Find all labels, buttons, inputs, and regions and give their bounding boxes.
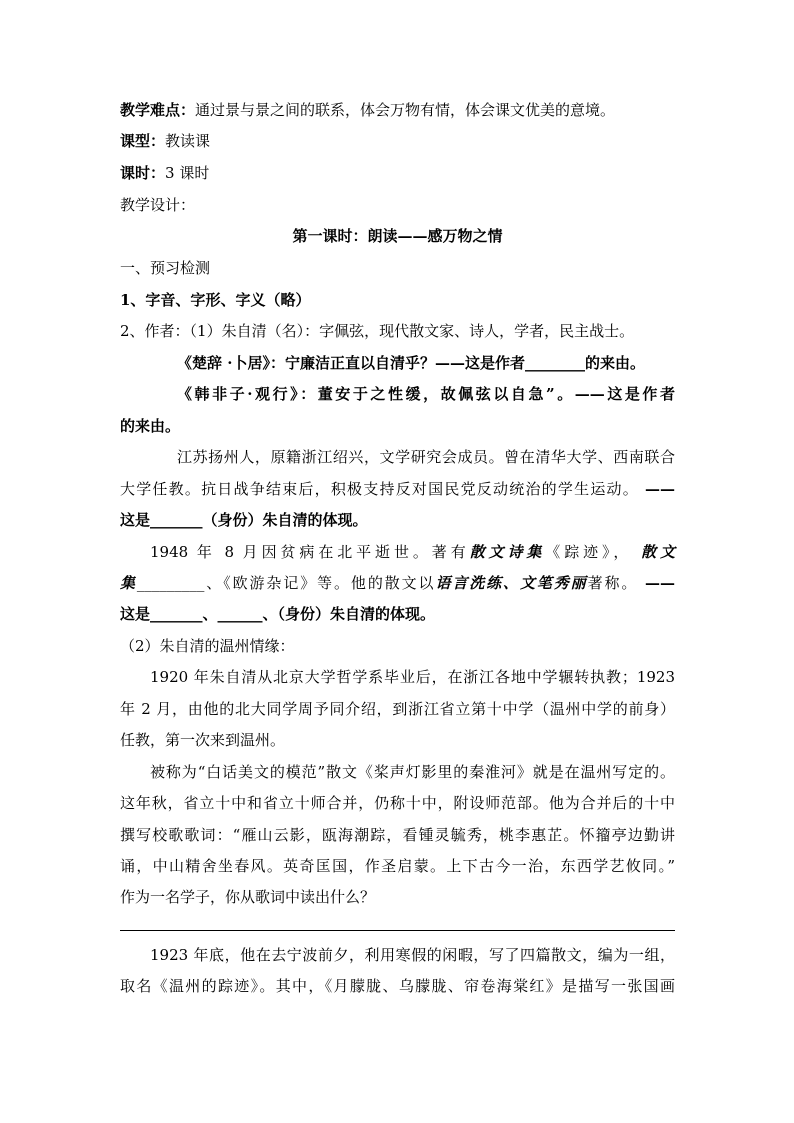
p1948-a: 1948 年 8 月因贫病在北平逝世。著有 xyxy=(150,543,470,561)
p1923-line2: 取名《温州的踪迹》。其中，《月朦胧、乌朦胧、帘卷海棠红》是描写一张国画 xyxy=(120,977,675,995)
pmodel-line5: 作为一名学子，你从歌词中读出什么？ xyxy=(120,888,376,906)
p1948-l2-a: 集 xyxy=(120,574,137,592)
hours-text: 3 课时 xyxy=(165,164,210,182)
item-author: 2、作者：（1）朱自清（名）：字佩弦，现代散文家、诗人，学者，民主战士。 xyxy=(120,322,635,340)
lesson-hours xyxy=(120,163,675,183)
p1948-b: 散文诗集 xyxy=(469,543,546,561)
item-pronunciation: 1、字音、字形、字义（略） xyxy=(120,291,311,309)
bio-line3: 这是_______（身份）朱自清的体现。 xyxy=(120,511,368,529)
p1948-line3: 这是_______、______、（身份）朱自清的体现。 xyxy=(120,605,436,623)
pmodel-line2: 这年秋，省立十中和省立十师合并，仍称十中，附设师范部。他为合并后的十中 xyxy=(120,794,675,812)
wenzhou-heading: （2）朱自清的温州情缘： xyxy=(120,637,295,655)
section-preview-check: 一、预习检测 xyxy=(120,259,211,277)
hours-label: 课时： xyxy=(120,164,166,182)
p1923-line1: 1923 年底，他在去宁波前夕，利用寒假的闲暇，写了四篇散文，编为一组， xyxy=(150,946,675,964)
p1920-line3: 任教，第一次来到温州。 xyxy=(120,731,286,749)
bio-line1: 江苏扬州人，原籍浙江绍兴，文学研究会成员。曾在清华大学、西南联合 xyxy=(177,448,675,466)
p1948-d: 散文 xyxy=(641,543,675,561)
p1948-l2-d: 著称。 xyxy=(587,574,639,592)
bio-line2-dash: —— xyxy=(645,480,675,498)
teaching-difficulty xyxy=(120,100,675,120)
hanfei-quote-line2: 的来由。 xyxy=(120,417,181,435)
difficulty-text: 通过景与景之间的联系，体会万物有情，体会课文优美的意境。 xyxy=(195,101,616,119)
p1920-line2: 年 2 月，由他的北大同学周予同介绍，到浙江省立第十中学（温州中学的前身） xyxy=(120,700,675,718)
pmodel-line4: 诵，中山精舍坐春风。英奇匡国，作圣启蒙。上下古今一治，东西学艺攸同。” xyxy=(120,857,675,875)
chuci-quote: 《楚辞 ·卜居》：宁廉洁正直以自清乎？——这是作者________的来由。 xyxy=(177,354,645,372)
p1948-l2-b: _________、《欧游杂记》等。他的散文以 xyxy=(136,574,436,592)
lesson1-title: 第一课时：朗读——感万物之情 xyxy=(292,227,503,245)
p1948-line1 xyxy=(150,542,675,562)
p1948-l2-c: 语言洗练、文笔秀丽 xyxy=(435,574,588,592)
bio-line2-text: 大学任教。抗日战争结束后，积极支持反对国民党反动统治的学生运动。 xyxy=(120,480,639,498)
p1920-line1: 1920 年朱自清从北京大学哲学系毕业后，在浙江各地中学辗转执教；1923 xyxy=(150,668,675,686)
pmodel-line3: 撰写校歌歌词：“雁山云影，瓯海潮踪，看锺灵毓秀，桃李惠芷。怀籀亭边勤讲 xyxy=(120,826,675,844)
answer-line xyxy=(120,930,675,931)
bio-line2 xyxy=(120,479,675,499)
teaching-design-heading: 教学设计： xyxy=(120,196,196,214)
p1948-c: 《踪迹》， xyxy=(545,543,633,561)
pmodel-line1: 被称为“白话美文的模范”散文《桨声灯影里的秦淮河》就是在温州写定的。 xyxy=(150,763,675,781)
lesson-type xyxy=(120,131,675,151)
p1948-l2-e: —— xyxy=(644,574,675,592)
hanfei-quote-line1: 《韩非子·观行》：董安于之性缓，故佩弦以自急”。——这是作者 xyxy=(177,385,675,403)
difficulty-label: 教学难点： xyxy=(120,101,196,119)
type-label: 课型： xyxy=(120,132,166,150)
p1948-line2 xyxy=(120,573,675,593)
type-text: 教读课 xyxy=(165,132,211,150)
